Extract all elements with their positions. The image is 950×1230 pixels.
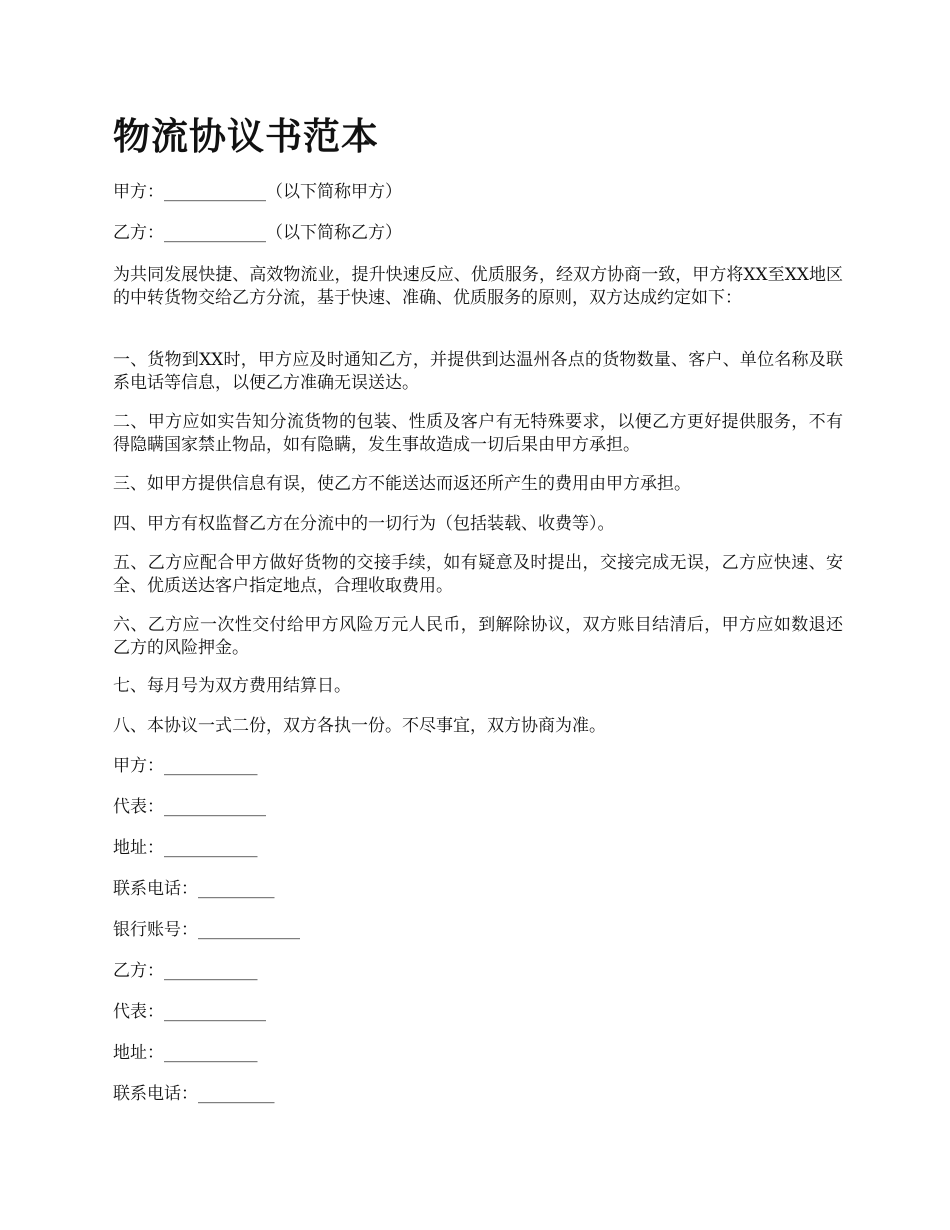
sign-party-a-phone: 联系电话：_________ bbox=[113, 879, 275, 899]
clause-3: 三、如甲方提供信息有误，使乙方不能送达而返还所产生的费用由甲方承担。 bbox=[113, 474, 691, 494]
sign-party-a: 甲方：___________ bbox=[113, 756, 258, 776]
clause-8: 八、本协议一式二份，双方各执一份。不尽事宜，双方协商为准。 bbox=[113, 716, 606, 736]
clause-7: 七、每月号为双方费用结算日。 bbox=[113, 676, 351, 696]
sign-party-b-phone: 联系电话：_________ bbox=[113, 1084, 275, 1104]
sign-party-a-representative: 代表：____________ bbox=[113, 797, 266, 817]
clause-6: 六、乙方应一次性交付给甲方风险万元人民币，到解除协议，双方账目结清后，甲方应如数退还乙方的风险押金。 bbox=[113, 615, 843, 658]
clause-5: 五、乙方应配合甲方做好货物的交接手续，如有疑意及时提出，交接完成无误，乙方应快速、安全、优质送达客户指定地点，合理收取费用。 bbox=[113, 553, 843, 596]
party-b-intro: 乙方：____________（以下简称乙方） bbox=[113, 223, 402, 243]
preamble-paragraph: 为共同发展快捷、高效物流业，提升快速反应、优质服务，经双方协商一致，甲方将XX至XX地区的中转货物交给乙方分流，基于快速、准确、优质服务的原则，双方达成约定如下： bbox=[113, 265, 843, 308]
clause-1: 一、货物到XX时，甲方应及时通知乙方，并提供到达温州各点的货物数量、客户、单位名称及联系电话等信息，以便乙方准确无误送达。 bbox=[113, 350, 843, 393]
clause-2: 二、甲方应如实告知分流货物的包装、性质及客户有无特殊要求，以便乙方更好提供服务，不有得隐瞒国家禁止物品，如有隐瞒，发生事故造成一切后果由甲方承担。 bbox=[113, 412, 843, 455]
document-title: 物流协议书范本 bbox=[113, 114, 379, 158]
sign-party-b-representative: 代表：____________ bbox=[113, 1002, 266, 1022]
sign-party-b: 乙方：___________ bbox=[113, 961, 258, 981]
clause-4: 四、甲方有权监督乙方在分流中的一切行为（包括装载、收费等）。 bbox=[113, 514, 615, 534]
sign-party-a-address: 地址：___________ bbox=[113, 838, 258, 858]
party-a-intro: 甲方：____________（以下简称甲方） bbox=[113, 182, 402, 202]
sign-party-a-bank-account: 银行账号：____________ bbox=[113, 920, 300, 940]
sign-party-b-address: 地址：___________ bbox=[113, 1043, 258, 1063]
